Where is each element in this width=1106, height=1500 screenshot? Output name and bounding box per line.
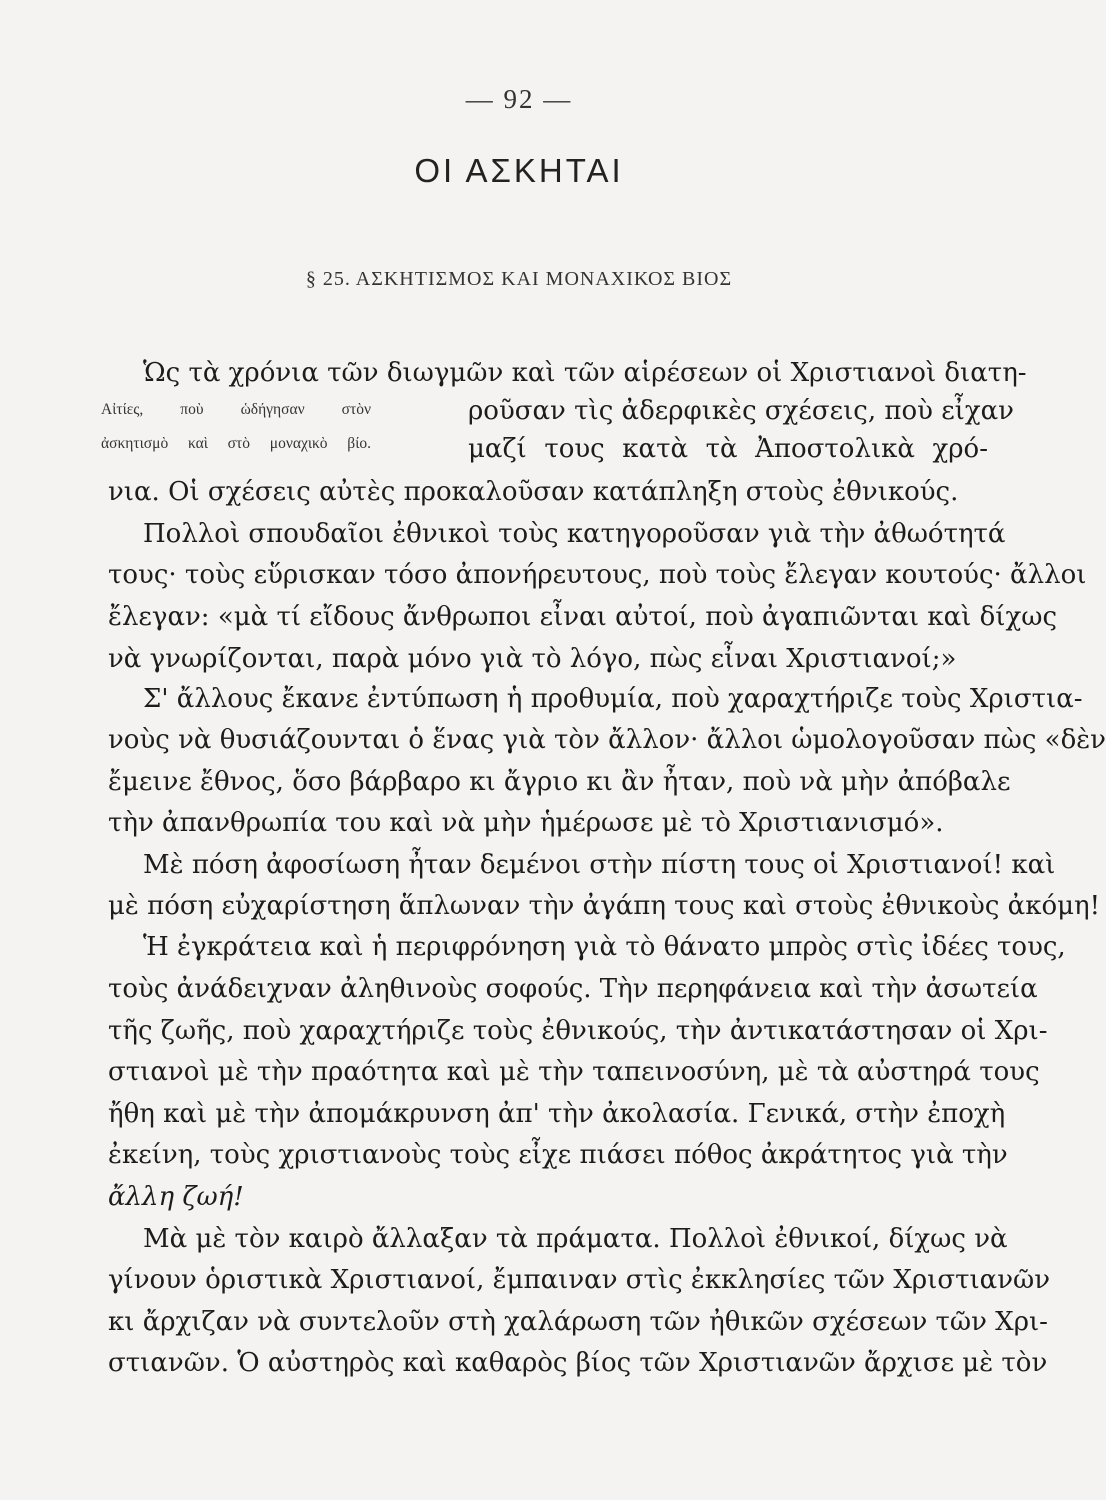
paragraph-line: ἔμεινε ἔθνος, ὅσο βάρβαρο κι ἄγριο κι ἂν ἦταν, ποὺ νὰ μὴν ἀπόβαλε <box>108 767 1011 797</box>
paragraph-line: νὰ γνωρίζονται, παρὰ μόνο γιὰ τὸ λόγο, πὼς εἶναι Χριστιανοί;» <box>108 644 957 674</box>
paragraph-line: ἔλεγαν: «μὰ τί εἴδους ἄνθρωποι εἶναι αὐτοί, ποὺ ἀγαπιῶνται καὶ δίχως <box>108 602 1057 632</box>
paragraph-line: κι ἄρχιζαν νὰ συντελοῦν στὴ χαλάρωση τῶν ἠθικῶν σχέσεων τῶν Χρι- <box>108 1307 1048 1337</box>
paragraph-line: ἤθη καὶ μὲ τὴν ἀπομάκρυνση ἀπ' τὴν ἀκολασία. Γενικά, στὴν ἐποχὴ <box>108 1099 1006 1129</box>
paragraph-line: ἐκείνη, τοὺς χριστιανοὺς τοὺς εἶχε πιάσει πόθος ἀκράτητος γιὰ τὴν <box>108 1140 1008 1170</box>
paragraph-line: μὲ πόση εὐχαρίστηση ἅπλωναν τὴν ἀγάπη τους καὶ στοὺς ἐθνικοὺς ἀκόμη! <box>108 891 1101 921</box>
paragraph-line: τῆς ζωῆς, ποὺ χαραχτήριζε τοὺς ἐθνικούς, τὴν ἀντικατάστησαν οἱ Χρι- <box>108 1016 1048 1046</box>
paragraph-line: γίνουν ὁριστικὰ Χριστιανοί, ἔμπαιναν στὶς ἐκκλησίες τῶν Χριστιανῶν <box>108 1265 1051 1295</box>
paragraph-line: Ὡς τὰ χρόνια τῶν διωγμῶν καὶ τῶν αἱρέσεων οἱ Χριστιανοὶ διατη- <box>143 358 1027 388</box>
paragraph-line: νοὺς νὰ θυσιάζουνται ὁ ἕνας γιὰ τὸν ἄλλον· ἄλλοι ὡμολογοῦσαν πὼς «δὲν <box>108 725 1106 755</box>
paragraph-line: τους· τοὺς εὕρισκαν τόσο ἀπονήρευτους, ποὺ τοὺς ἔλεγαν κουτούς· ἄλλοι <box>108 560 1087 590</box>
paragraph-line: μαζί τους κατὰ τὰ Ἀποστολικὰ χρό- <box>468 434 988 464</box>
paragraph-line: στιανοὶ μὲ τὴν πραότητα καὶ μὲ τὴν ταπεινοσύνη, μὲ τὰ αὐστηρά τους <box>108 1057 1040 1087</box>
margin-note-line: Αἰτίες, ποὺ ὡδήγησαν στὸν <box>101 401 371 418</box>
chapter-title: ΟΙ ΑΣΚΗΤΑΙ <box>414 152 624 189</box>
paragraph-line: νια. Οἱ σχέσεις αὐτὲς προκαλοῦσαν κατάπληξη στοὺς ἐθνικούς. <box>108 477 959 507</box>
paragraph-line: Ἡ ἐγκράτεια καὶ ἡ περιφρόνηση γιὰ τὸ θάνατο μπρὸς στὶς ἰδέες τους, <box>143 932 1066 962</box>
paragraph-line: ἄλλη ζωή! <box>108 1182 244 1212</box>
paragraph-line: τοὺς ἀνάδειχναν ἀληθινοὺς σοφούς. Τὴν περηφάνεια καὶ τὴν ἀσωτεία <box>108 974 1038 1004</box>
paragraph-line: Μὲ πόση ἀφοσίωση ἦταν δεμένοι στὴν πίστη τους οἱ Χριστιανοί! καὶ <box>143 850 1056 880</box>
margin-note-line: ἀσκητισμὸ καὶ στὸ μοναχικὸ βίο. <box>101 435 371 452</box>
paragraph-line: στιανῶν. Ὁ αὐστηρὸς καὶ καθαρὸς βίος τῶν Χριστιανῶν ἄρχισε μὲ τὸν <box>108 1348 1048 1378</box>
paragraph-line: Πολλοὶ σπουδαῖοι ἐθνικοὶ τοὺς κατηγοροῦσαν γιὰ τὴν ἀθωότητά <box>143 519 1006 549</box>
paragraph-line: τὴν ἀπανθρωπία του καὶ νὰ μὴν ἡμέρωσε μὲ τὸ Χριστιανισμό». <box>108 808 944 838</box>
page-number: — 92 — <box>465 84 573 114</box>
paragraph-line: Σ' ἄλλους ἔκανε ἐντύπωση ἡ προθυμία, ποὺ χαραχτήριζε τοὺς Χριστια- <box>143 684 1083 714</box>
section-title: § 25. ΑΣΚΗΤΙΣΜΟΣ ΚΑΙ ΜΟΝΑΧΙΚΟΣ ΒΙΟΣ <box>305 268 733 290</box>
paragraph-line: Μὰ μὲ τὸν καιρὸ ἄλλαξαν τὰ πράματα. Πολλοὶ ἐθνικοί, δίχως νὰ <box>143 1224 1008 1254</box>
paragraph-line: ροῦσαν τὶς ἀδερφικὲς σχέσεις, ποὺ εἶχαν <box>468 396 1014 426</box>
